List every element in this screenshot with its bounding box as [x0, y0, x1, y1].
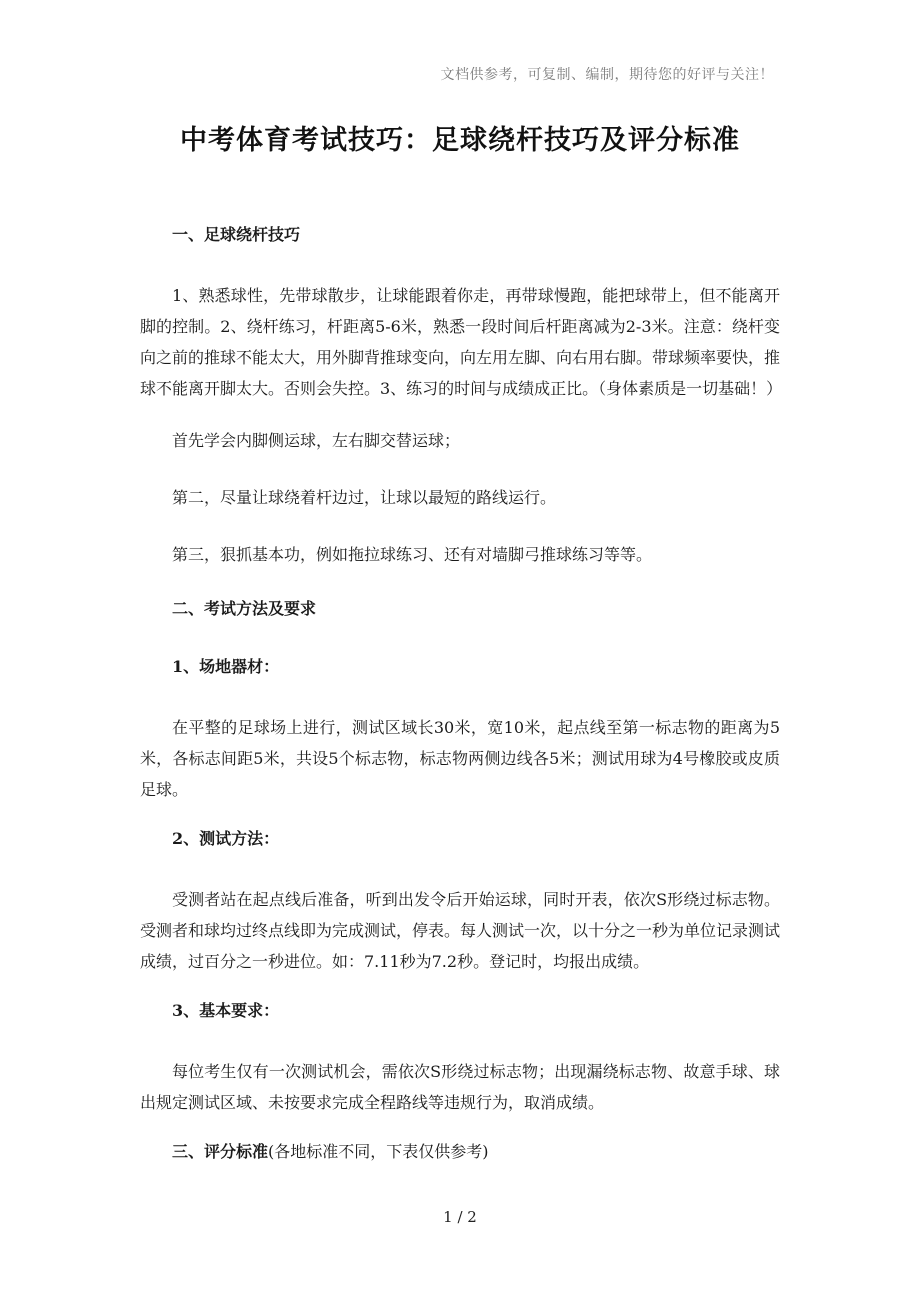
section-heading-technique: 一、足球绕杆技巧	[172, 225, 301, 244]
tip-second: 第二，尽量让球绕着杆边过，让球以最短的路线运行。	[172, 488, 557, 507]
technique-paragraph: 1、熟悉球性，先带球散步，让球能跟着你走，再带球慢跑，能把球带上，但不能离开脚的控制。2、绕杆练习，杆距离5-6米，熟悉一段时间后杆距离减为2-3米。注意：绕杆变向之前的推球不能太大，用外脚背推球变向，向左用左脚、向右用右脚。带球频率要快，推球不能离开脚太大。否则会失控。3、练习的时间与成绩成正比。（身体素质是一切基础！）	[140, 286, 783, 398]
subheading-basic-requirements: 3、基本要求：	[172, 1001, 280, 1020]
section-heading-scoring	[140, 1139, 780, 1165]
header-note: 文档供参考，可复制、编制，期待您的好评与关注！	[440, 67, 774, 83]
scoring-heading-text: 三、评分标准	[172, 1142, 269, 1161]
section-heading-exam-method: 二、考试方法及要求	[172, 599, 317, 618]
basic-requirements-paragraph: 每位考生仅有一次测试机会，需依次S形绕过标志物；出现漏绕标志物、故意手球、球出规定测试区域、未按要求完成全程路线等违规行为，取消成绩。	[140, 1062, 780, 1112]
test-method-paragraph: 受测者站在起点线后准备，听到出发令后开始运球，同时开表，依次S形绕过标志物。受测者和球均过终点线即为完成测试，停表。每人测试一次，以十分之一秒为单位记录测试成绩，过百分之一秒进位。如：7.11秒为7.2秒。登记时，均报出成绩。	[140, 890, 781, 971]
venue-equipment-paragraph: 在平整的足球场上进行，测试区域长30米，宽10米，起点线至第一标志物的距离为5米，各标志间距5米，共设5个标志物，标志物两侧边线各5米；测试用球为4号橡胶或皮质足球。	[140, 718, 780, 799]
scoring-heading-note: (各地标准不同，下表仅供参考)	[268, 1142, 489, 1161]
tip-first: 首先学会内脚侧运球，左右脚交替运球；	[172, 431, 461, 450]
subheading-test-method: 2、测试方法：	[172, 829, 280, 848]
subheading-venue-equipment: 1、场地器材：	[172, 657, 280, 676]
document-body	[140, 222, 783, 1197]
document-title: 中考体育考试技巧：足球绕杆技巧及评分标准	[180, 125, 740, 156]
page-number: 1 / 2	[443, 1208, 477, 1226]
tip-third: 第三，狠抓基本功，例如拖拉球练习、还有对墙脚弓推球练习等等。	[172, 545, 653, 564]
